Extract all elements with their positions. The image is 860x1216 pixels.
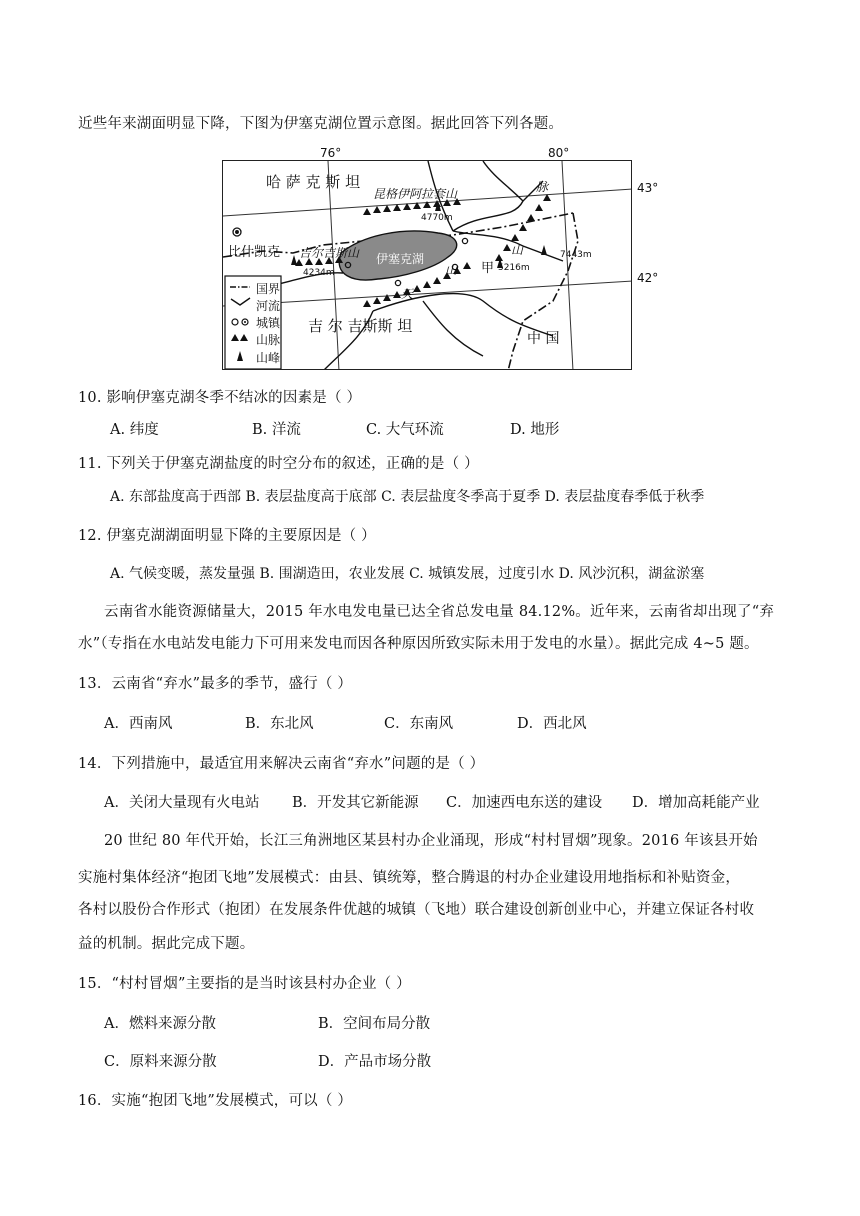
- map-label-kyrgyz-range: 吉尔吉斯山: [299, 246, 360, 260]
- legend-label-border: 国界: [256, 282, 281, 296]
- question-10: 10. 影响伊塞克湖冬季不结冰的因素是（ ）: [78, 390, 362, 406]
- q10-option-a: A. 纬度: [110, 422, 159, 438]
- q13-option-c: C．东南风: [384, 716, 454, 732]
- q10-option-c: C. 大气环流: [366, 422, 444, 438]
- passage-2-line-1: 云南省水能资源储量大，2015 年水电发电量已达全省总发电量 84.12%。近年来，云南省却出现了“弃: [104, 604, 775, 620]
- q10-option-b: B. 洋流: [252, 422, 301, 438]
- q11-options: A. 东部盐度高于西部 B. 表层盐度高于底部 C. 表层盐度冬季高于夏季 D. 表层盐度春季低于秋季: [110, 489, 705, 505]
- map-label-kazakhstan: 哈 萨 克 斯 坦: [266, 173, 361, 191]
- q12-options: A. 气候变暖，蒸发量强 B. 围湖造田，农业发展 C. 城镇发展，过度引水 D. 风沙沉积，湖盆淤塞: [110, 566, 705, 582]
- passage-3-line-4: 益的机制。据此完成下题。: [78, 936, 255, 952]
- question-15: 15．“村村冒烟”主要指的是当时该县村办企业（ ）: [78, 976, 411, 992]
- passage-3-line-1: 20 世纪 80 年代开始，长江三角洲地区某县村办企业涌现，形成“村村冒烟”现象。2016 年该县开始: [104, 833, 758, 849]
- q14-option-c: C．加速西电东送的建设: [446, 795, 603, 811]
- map-label-mai: 脉: [536, 180, 549, 194]
- q10-option-d: D. 地形: [510, 422, 560, 438]
- q14-option-b: B．开发其它新能源: [292, 795, 419, 811]
- map-label-china: 中 国: [527, 331, 560, 347]
- q14-option-d: D．增加高耗能产业: [632, 795, 760, 811]
- issyk-kul-map: [222, 160, 632, 370]
- q15-option-a: A．燃料来源分散: [104, 1016, 216, 1032]
- question-12: 12. 伊塞克湖湖面明显下降的主要原因是（ ）: [78, 528, 376, 544]
- question-14: 14．下列措施中，最适宜用来解决云南省“弃水”问题的是（ ）: [78, 756, 485, 772]
- q13-option-d: D．西北风: [517, 716, 587, 732]
- map-label-lake: 伊塞克湖: [376, 252, 425, 266]
- question-11: 11. 下列关于伊塞克湖盐度的时空分布的叙述，正确的是（ ）: [78, 456, 479, 472]
- q13-option-a: A．西南风: [104, 716, 173, 732]
- map-label-shan-1: 山: [445, 263, 458, 277]
- passage-3-line-2: 实施村集体经济“抱团飞地”发展模式：由县、镇统筹，整合腾退的村办企业建设用地指标和补贴资金，: [78, 870, 741, 886]
- map-label-peak-7443: 7443m: [560, 250, 592, 260]
- lat-42-label: 42°: [637, 271, 659, 285]
- legend-label-river: 河流: [256, 299, 281, 313]
- q14-option-a: A．关闭大量现有火电站: [104, 795, 260, 811]
- legend-label-peak: 山峰: [256, 351, 281, 365]
- passage-3-line-3: 各村以股份合作形式（抱团）在发展条件优越的城镇（飞地）联合建设创新创业中心，并建立保证各村收: [78, 902, 755, 918]
- map-label-peak-4234: 4234m: [303, 268, 335, 278]
- q15-option-c: C．原料来源分散: [104, 1054, 217, 1070]
- legend-label-range: 山脉: [256, 333, 281, 347]
- lon-80-label: 80°: [548, 146, 570, 160]
- question-13: 13．云南省“弃水”最多的季节，盛行（ ）: [78, 676, 353, 692]
- lon-76-label: 76°: [320, 146, 342, 160]
- map-label-peak-4770: 4770m: [421, 213, 453, 223]
- q15-option-b: B．空间布局分散: [318, 1016, 431, 1032]
- map-label-shan-2: 山: [511, 243, 524, 257]
- q13-option-b: B．东北风: [245, 716, 314, 732]
- intro-text: 近些年来湖面明显下降，下图为伊塞克湖位置示意图。据此回答下列各题。: [78, 116, 564, 132]
- map-label-jia: 甲: [481, 261, 495, 276]
- map-label-bishkek: 比什凯克: [228, 245, 281, 260]
- map-label-kyrgyzstan: 吉 尔 吉斯斯 坦: [308, 317, 413, 335]
- passage-2-line-2: 水”（专指在水电站发电能力下可用来发电而因各种原因所致实际未用于发电的水量）。据此完成 4~5 题。: [78, 636, 759, 652]
- legend-label-town: 城镇: [256, 316, 281, 330]
- map-label-tian: 天: [401, 287, 414, 301]
- question-16: 16．实施“抱团飞地”发展模式，可以（ ）: [78, 1093, 353, 1109]
- lat-43-label: 43°: [637, 181, 659, 195]
- map-label-kungei-range: 昆格伊阿拉套山: [373, 187, 458, 201]
- map-label-peak-5216: 5216m: [498, 263, 530, 273]
- q15-option-d: D．产品市场分散: [318, 1054, 432, 1070]
